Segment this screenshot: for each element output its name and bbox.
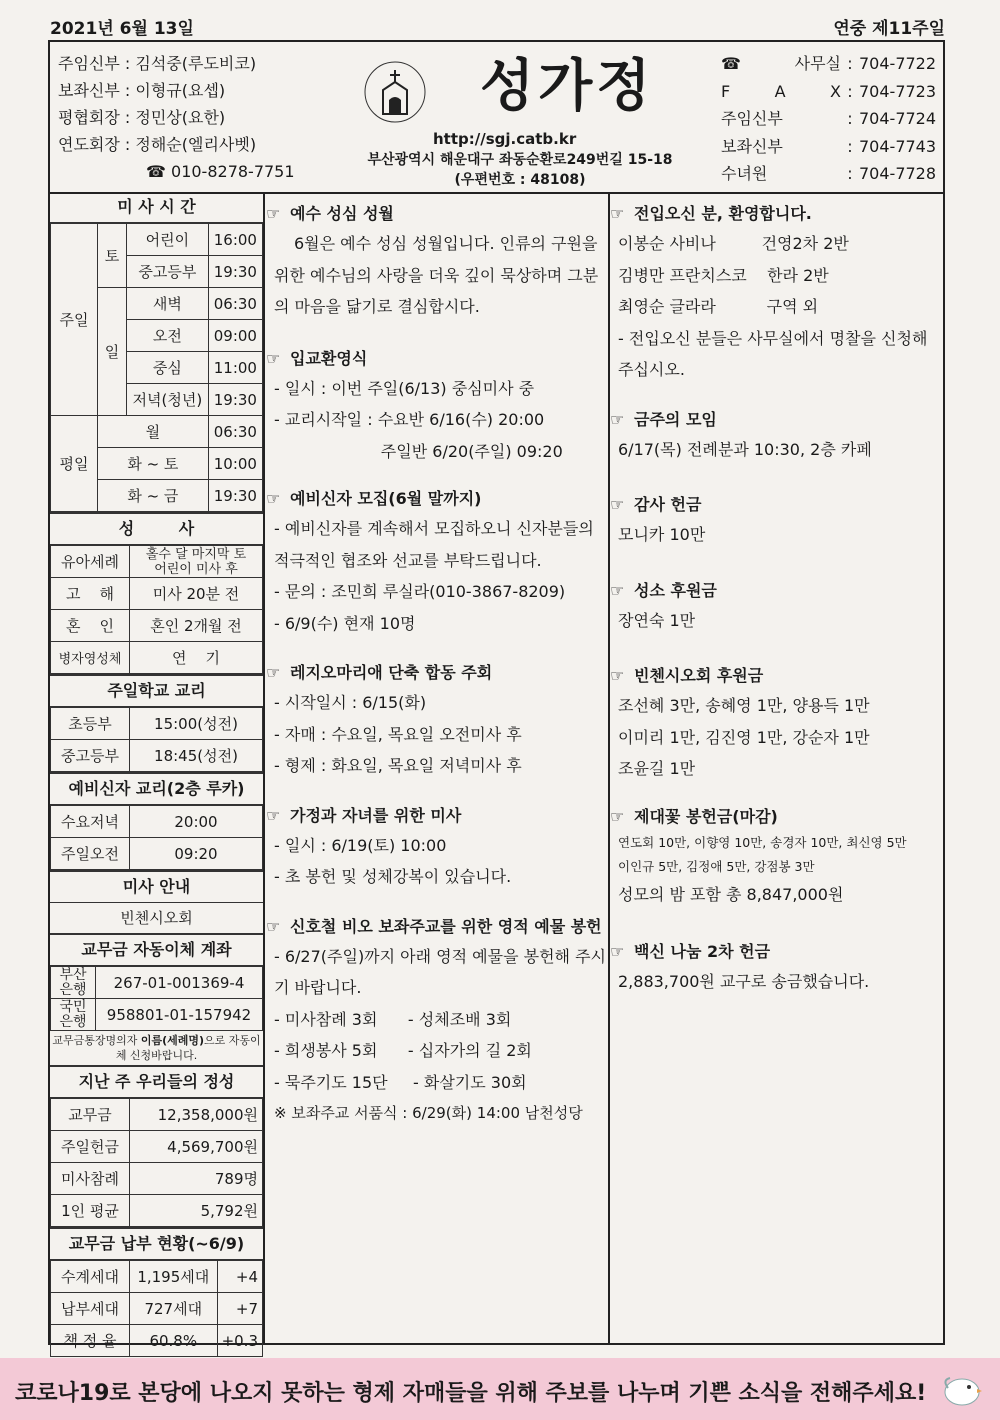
offering-label: 미사참례	[51, 1163, 130, 1195]
class-name: 초등부	[51, 708, 130, 740]
sacrament-name: 병자영성체	[51, 642, 130, 674]
mass-name: 새벽	[127, 288, 209, 320]
contact-label: F A X	[721, 81, 841, 101]
notice-line: 모니카 10만	[618, 525, 706, 544]
notice-line: 성모의 밤 포함 총 8,847,000원	[618, 884, 844, 904]
notice-line: - 자매 : 수요일, 목요일 오전미사 후	[274, 724, 522, 744]
notice-line: 주일반 6/20(주일) 09:20	[274, 441, 563, 461]
mass-time: 06:30	[208, 416, 262, 448]
sacrament-info: 홀수 달 마지막 토 어린이 미사 후	[130, 546, 263, 578]
notice-line: - 형제 : 화요일, 목요일 저녁미사 후	[274, 756, 522, 775]
notice-line: - 초 봉헌 및 성체강복이 있습니다.	[274, 867, 512, 886]
notice-text: 6월은 예수 성심 성월입니다. 인류의 구원을 위한 예수님의 사랑을 더욱 깊이 묵상하며 그분의 마음을 닮기로 결심합시다.	[274, 234, 599, 316]
notice-line: - 희생봉사 5회 - 십자가의 길 2회	[274, 1041, 532, 1060]
notice-line: - 교리시작일 : 수요반 6/16(수) 20:00	[274, 410, 545, 429]
account-heading: 교무금 자동이체 계좌	[50, 933, 263, 966]
mass-name: 화 ~ 토	[98, 448, 209, 480]
notice-heading: ☞ 레지오마리애 단축 합동 주회	[266, 659, 608, 687]
sacrament-heading: 성 사	[50, 512, 263, 545]
dues-value: 60.8%	[130, 1325, 218, 1357]
bulletin-title: 성가정	[480, 54, 655, 119]
sacrament-name: 혼 인	[51, 610, 130, 642]
sacrament-table	[50, 545, 263, 674]
notice-line: 2,883,700원 교구로 송금했습니다.	[618, 972, 870, 991]
notice-line: - 묵주기도 15단 - 화살기도 30회	[274, 1072, 527, 1092]
issue-date: 2021년 6월 13일	[50, 19, 194, 39]
sunday-school-heading: 주일학교 교리	[50, 674, 263, 707]
notice-line: 최영순 글라라 구역 외	[618, 297, 819, 316]
sacrament-info: 미사 20분 전	[130, 578, 263, 610]
notice-altar-flowers	[610, 803, 945, 911]
dues-label: 수계세대	[51, 1261, 130, 1293]
staff-line: 연도회장 : 정해순(엘리사벳)	[58, 135, 257, 154]
notice-line: 6/17(목) 전례분과 10:30, 2층 카페	[618, 439, 872, 459]
offering-value: 5,792원	[130, 1195, 263, 1227]
account-number: 267-01-001369-4	[96, 967, 263, 999]
dues-value: 727세대	[130, 1293, 218, 1325]
mass-time: 19:30	[208, 256, 262, 288]
staff-phone: ☎ 010-8278-7751	[146, 162, 295, 181]
dues-label: 책 정 율	[51, 1325, 130, 1357]
mass-name: 중심	[127, 352, 209, 384]
news-column-2	[610, 192, 945, 998]
mass-time: 16:00	[208, 224, 262, 256]
class-time: 20:00	[130, 806, 263, 838]
notice-heading: ☞ 성소 후원금	[610, 577, 945, 605]
notice-line: - 예비신자를 계속해서 모집하오니 신자분들의 적극적인 협조와 선교를 부탁드립니다.	[274, 519, 594, 570]
mass-time: 11:00	[208, 352, 262, 384]
notice-vocation-support	[610, 577, 945, 637]
notice-heading: ☞ 빈첸시오회 후원금	[610, 662, 945, 690]
bird-icon	[940, 1370, 982, 1408]
mass-guide-value: 빈첸시오회	[120, 909, 193, 927]
offering-label: 교무금	[51, 1099, 130, 1131]
notice-line: 조윤길 1만	[618, 759, 696, 778]
notice-sacred-heart	[266, 200, 608, 323]
sunday-school-table	[50, 707, 263, 772]
contact-row: 보좌신부 : 704-7743	[721, 133, 937, 161]
account-note	[50, 1031, 263, 1065]
class-time: 09:20	[130, 838, 263, 870]
notice-line: 조선혜 3만, 송혜영 1만, 양용득 1만	[618, 696, 870, 715]
dues-change: +0.3	[217, 1325, 262, 1357]
contact-label: ☎ 사무실	[721, 54, 841, 73]
banner-text: 코로나19로 본당에 나오지 못하는 형제 자매들을 위해 주보를 나누며 기쁜 소식을 전해주세요!	[15, 1381, 927, 1406]
offering-value: 12,358,000원	[130, 1099, 263, 1131]
sacrament-info: 혼인 2개월 전	[130, 610, 263, 642]
class-time: 18:45(성전)	[130, 740, 263, 772]
contact-number: 704-7728	[859, 164, 937, 183]
sacrament-info: 연 기	[130, 642, 263, 674]
notice-heading: ☞ 제대꽃 봉헌금(마감)	[610, 803, 945, 831]
contact-label: 수녀원	[721, 164, 768, 183]
contact-row: ☎ 사무실 : 704-7722	[721, 50, 937, 78]
notice-thanks-offering	[610, 491, 945, 551]
offering-heading: 지난 주 우리들의 정성	[50, 1065, 263, 1098]
mass-name: 어린이	[127, 224, 209, 256]
notice-line: - 일시 : 6/19(토) 10:00	[274, 835, 447, 855]
contact-label: 보좌신부	[721, 136, 783, 156]
mass-name: 월	[98, 416, 209, 448]
notice-heading: ☞ 예비신자 모집(6월 말까지)	[266, 485, 608, 513]
left-info-column	[50, 192, 265, 1350]
notice-line: - 전입오신 분들은 사무실에서 명찰을 신청해 주십시오.	[618, 328, 928, 379]
mass-times-heading: 미 사 시 간	[50, 192, 263, 223]
notice-line: - 6/27(주일)까지 아래 영적 예물을 봉헌해 주시기 바랍니다.	[274, 946, 606, 997]
notice-line: 이봉순 사비나 건영2차 2반	[618, 234, 849, 253]
dues-change: +4	[217, 1261, 262, 1293]
class-time: 15:00(성전)	[130, 708, 263, 740]
bank-name: 국민 은행	[51, 999, 96, 1031]
notice-heading: ☞ 예수 성심 성월	[266, 200, 608, 228]
offering-table	[50, 1098, 263, 1227]
notice-line: - 시작일시 : 6/15(화)	[274, 693, 427, 712]
dues-label: 납부세대	[51, 1293, 130, 1325]
notice-line: ※ 보좌주교 서품식 : 6/29(화) 14:00 남천성당	[274, 1104, 583, 1122]
contact-number: 704-7743	[859, 136, 937, 156]
catechumen-heading: 예비신자 교리(2층 루카)	[50, 772, 263, 805]
notice-heading: ☞ 신호철 비오 보좌주교를 위한 영적 예물 봉헌	[266, 913, 608, 941]
notice-heading: ☞ 입교환영식	[266, 345, 608, 373]
church-logo-icon	[355, 52, 435, 132]
dues-heading: 교무금 납부 현황(~6/9)	[50, 1227, 263, 1260]
notice-spiritual-offering	[266, 913, 608, 1130]
mass-time: 19:30	[208, 384, 262, 416]
notice-line: - 일시 : 이번 주일(6/13) 중심미사 중	[274, 378, 535, 398]
mass-name: 화 ~ 금	[98, 480, 209, 512]
news-column-1	[266, 192, 608, 1130]
notice-line: 연도회 10만, 이향영 10만, 송경자 10만, 최신영 5만	[618, 834, 907, 850]
dues-change: +7	[217, 1293, 262, 1325]
notice-line: - 미사참례 3회 - 성체조배 3회	[274, 1009, 512, 1029]
contact-number: 704-7723	[859, 81, 937, 101]
staff-line: 평협회장 : 정민상(요한)	[58, 108, 226, 127]
notice-line: 장연숙 1만	[618, 610, 696, 630]
offering-label: 1인 평균	[51, 1195, 130, 1227]
mass-name: 중고등부	[127, 256, 209, 288]
sacrament-name: 고 해	[51, 578, 130, 610]
mass-time: 06:30	[208, 288, 262, 320]
notice-heading: ☞ 가정과 자녀를 위한 미사	[266, 802, 608, 830]
mass-time: 10:00	[208, 448, 262, 480]
bottom-banner	[0, 1358, 1000, 1420]
note-text: 교무금통장명의자	[52, 1034, 141, 1047]
bank-name: 부산 은행	[51, 967, 96, 999]
contact-number: 704-7724	[859, 109, 937, 128]
mass-name: 오전	[127, 320, 209, 352]
liturgical-week: 연중 제11주일	[833, 19, 945, 39]
header	[50, 42, 943, 194]
mass-time: 19:30	[208, 480, 262, 512]
catechumen-table	[50, 805, 263, 870]
notice-heading: ☞ 백신 나눔 2차 헌금	[610, 938, 945, 966]
mass-guide-heading: 미사 안내	[50, 870, 263, 903]
dues-value: 1,195세대	[130, 1261, 218, 1293]
sacrament-name: 유아세례	[51, 546, 130, 578]
notice-family-mass	[266, 802, 608, 893]
contact-number: 704-7722	[859, 54, 937, 73]
note-text: 으로 자동이체 신청바랍니다.	[115, 1034, 261, 1062]
class-name: 주일오전	[51, 838, 130, 870]
sunday-label: 주일	[51, 224, 98, 416]
column-divider	[608, 192, 610, 1343]
staff-list	[58, 50, 295, 185]
offering-value: 789명	[130, 1163, 263, 1195]
class-name: 중고등부	[51, 740, 130, 772]
notice-vincent-support	[610, 662, 945, 785]
note-bold: 이름(세례명)	[140, 1034, 205, 1047]
street-address: 부산광역시 해운대구 좌동순환로249번길 15-18	[367, 152, 673, 168]
website-link[interactable]: http://sgj.catb.kr	[433, 130, 577, 148]
saturday-label: 토	[98, 224, 127, 288]
contact-row: 수녀원 : 704-7728	[721, 160, 937, 188]
notice-new-parishioners	[610, 200, 945, 386]
notice-weekly-meeting	[610, 406, 945, 466]
notice-catechumen-recruit	[266, 485, 608, 639]
postal-code: (우편번호 : 48108)	[454, 172, 586, 188]
staff-line: 주임신부 : 김석중(루도비코)	[58, 54, 257, 73]
sunday-day-label: 일	[98, 288, 127, 416]
class-name: 수요저녁	[51, 806, 130, 838]
offering-label: 주일헌금	[51, 1131, 130, 1163]
account-number: 958801-01-157942	[96, 999, 263, 1031]
bulletin-frame	[48, 40, 945, 1350]
contact-row: 주임신부 : 704-7724	[721, 105, 937, 133]
mass-times-table	[50, 223, 263, 512]
dues-table	[50, 1260, 263, 1357]
notice-heading: ☞ 금주의 모임	[610, 406, 945, 434]
notice-vaccine-sharing	[610, 938, 945, 998]
notice-line: - 6/9(수) 현재 10명	[274, 613, 416, 633]
offering-value: 4,569,700원	[130, 1131, 263, 1163]
weekday-label: 평일	[51, 416, 98, 512]
notice-line: 김병만 프란치스코 한라 2반	[618, 265, 829, 285]
notice-heading: ☞ 전입오신 분, 환영합니다.	[610, 200, 945, 228]
notice-line: 이인규 5만, 김정애 5만, 강점봉 3만	[618, 858, 815, 874]
notice-line: - 문의 : 조민희 루실라(010-3867-8209)	[274, 582, 566, 601]
notice-line: 이미리 1만, 김진영 1만, 강순자 1만	[618, 727, 870, 747]
staff-line: 보좌신부 : 이형규(요셉)	[58, 81, 226, 100]
account-table	[50, 966, 263, 1031]
contact-label: 주임신부	[721, 109, 783, 128]
address	[345, 150, 695, 190]
notice-legion-mary	[266, 659, 608, 782]
contact-row: F A X : 704-7723	[721, 78, 937, 106]
notice-welcome-ceremony	[266, 345, 608, 468]
mass-time: 09:00	[208, 320, 262, 352]
notice-heading: ☞ 감사 헌금	[610, 491, 945, 519]
mass-name: 저녁(청년)	[127, 384, 209, 416]
contact-list	[721, 50, 937, 188]
